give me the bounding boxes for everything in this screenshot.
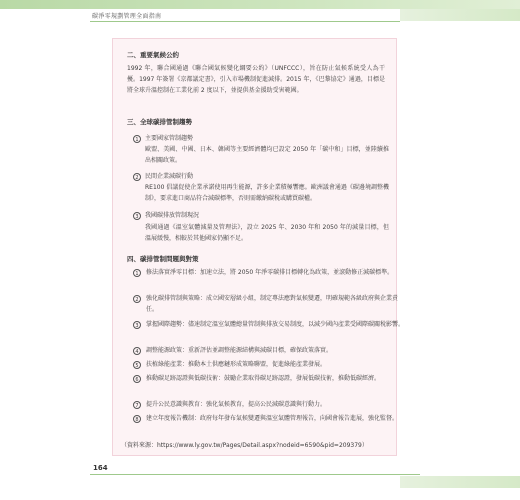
item-heading: 我國碳排放管制現況: [145, 212, 200, 219]
section-2-paragraph: 1992 年，聯合國通過《聯合國氣候變化綱要公約》（UNFCCC），旨在防止氣候系統受人為干擾。1997 年簽署《京都議定書》，引入市場機制促進減排。2015 年，《巴黎協定》通過，目標是將全球升溫控制在工業化前 2 度以下，並提供基金援助受害範國。: [127, 65, 385, 95]
top-color-band: [0, 0, 520, 9]
circled-number-6: 6: [133, 375, 141, 383]
list-item-text: 建立年度報告機制：政府每年發布氣候變遷與溫室氣體管理報告，向國會報告進展，強化監督。: [146, 415, 399, 422]
section-3-item-2-text: RE100 倡議促使企業承諾使用再生能源，許多企業積極響應。歐洲議會通過《碳邊境調整機制》，要求進口商品符合減碳標準，否則需繳納碳稅或購買碳權。: [145, 184, 389, 203]
section-3-item-3-head: [133, 210, 199, 220]
circled-number-8: 8: [133, 415, 141, 423]
circled-number-3: 3: [133, 212, 141, 220]
item-heading: 民間企業減碳行動: [145, 173, 194, 180]
source-citation: （資料來源：https://www.ly.gov.tw/Pages/Detail.aspx?nodeid=6590&pid=209379）: [121, 442, 368, 449]
header-rule: [90, 21, 400, 22]
list-item-text: 掌握國際趨勢：儘速制定溫室氣體總量管制與排放交易制度，以減少國內產業受國際碳關稅影響。: [146, 321, 405, 328]
section-4-title: 四、碳排管制問題與對策: [127, 255, 199, 263]
item-heading: 主要國家管制趨勢: [145, 135, 194, 142]
page-number: 164: [93, 464, 108, 472]
section-3-item-1-head: [133, 133, 193, 143]
list-item-text: 調整能源政策：重新評估並調整能源結構與減碳目標，確保政策落實。: [146, 347, 333, 354]
list-item-text: 扶植綠能產業：推動本土供應鏈形成策略聯盟，促進綠能產業發展。: [146, 361, 327, 368]
circled-number-5: 5: [133, 361, 141, 369]
section-3-item-1-text: 歐盟、美國、中國、日本、韓國等主要經濟體均已設定 2050 年「碳中和」目標，並陸續推出相關政策。: [145, 146, 389, 165]
list-item-text: 提升公民意識與教育：強化氣候教育，提高公民減碳意識與行動力。: [146, 401, 327, 408]
section-3-item-2-head: [133, 171, 193, 181]
footer-rule: [90, 474, 420, 475]
list-item-text: 修法落實淨零目標：加速立法，將 2050 年淨零碳排目標轉化為政策，並滾動修正減碳標準。: [146, 269, 394, 276]
circled-number-1: 1: [133, 269, 141, 277]
content-panel: [112, 38, 405, 456]
section-3-title: 三、全球碳排管制趨勢: [127, 118, 192, 126]
running-header-title: 碳淨零規劃管理全面指南: [92, 13, 162, 20]
footer-tail-band: [400, 476, 520, 488]
section-2-title: 二、重要氣候公約: [127, 51, 179, 59]
circled-number-2: 2: [133, 295, 141, 303]
circled-number-4: 4: [133, 347, 141, 355]
circled-number-7: 7: [133, 401, 141, 409]
section-3-item-3-text: 我國通過《溫室氣體減量及管理法》，設立 2025 年、2030 年和 2050 年的減量目標，但溫展緩慢，相較於其他國家仍顯不足。: [145, 224, 389, 243]
list-item-text: 推動碳足跡認證與低碳技術：鼓勵企業取得碳足跡認證，發展低碳技術，推動低碳經濟。: [146, 375, 381, 382]
header-tail-band: [400, 9, 520, 21]
list-item-text: 強化碳排管制與策略：成立國安層級小組，制定專法應對氣候變遷，明確規範各級政府與企業責任。: [146, 295, 399, 314]
circled-number-1: 1: [133, 135, 141, 143]
circled-number-3: 3: [133, 321, 141, 329]
circled-number-2: 2: [133, 173, 141, 181]
